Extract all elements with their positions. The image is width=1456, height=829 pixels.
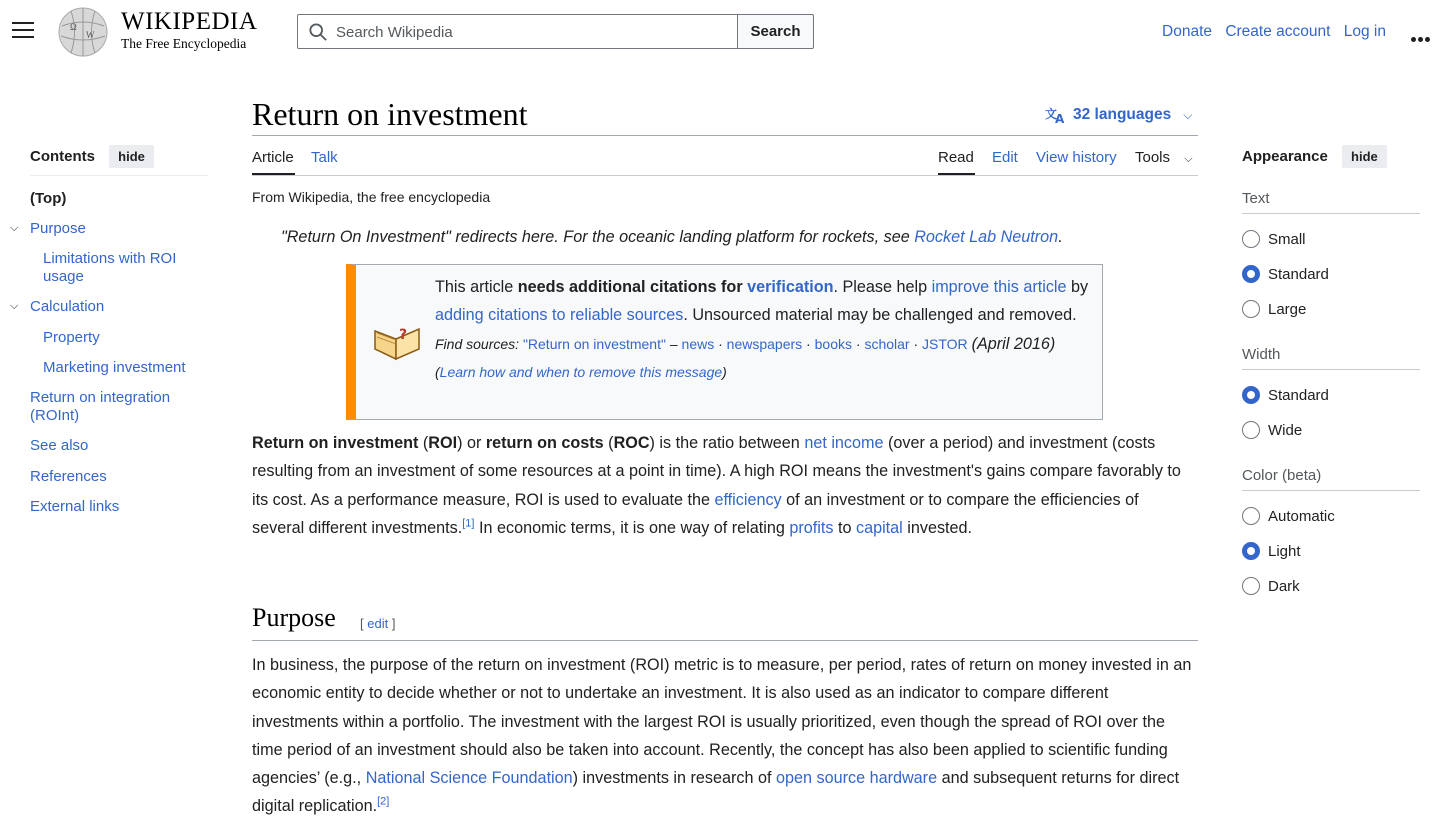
find-books-link[interactable]: books <box>814 335 852 352</box>
net-income-link[interactable]: net income <box>804 434 884 452</box>
nsf-link[interactable]: National Science Foundation <box>365 769 573 788</box>
title-divider <box>252 135 1198 136</box>
wikipedia-wordmark[interactable] <box>121 9 257 52</box>
tab-read[interactable]: Read <box>938 149 974 166</box>
search-input[interactable] <box>297 14 738 49</box>
svg-text:A: A <box>1055 112 1065 124</box>
color-automatic-radio[interactable]: Automatic <box>1242 507 1335 525</box>
wikipedia-globe-logo[interactable] <box>56 6 110 58</box>
purpose-paragraph: In business, the purpose of the return on investment (ROI) metric is to measure, per period, rates of return on money invested in an economic entity to decide whether or not to undertake an investment. It is also used as an indicator to compare different investments within a portfolio. The investment with the largest ROI is usually prioritized, even though the spread of ROI over the time period of an investment should also be taken into account. Recently, the concept has also been applied to scientific funding agencies’ (e.g., National Science Foundation) investments in research of open source hardware and subsequent returns for direct digital replication.[2] <box>252 656 1192 816</box>
appearance-title: Appearance hide <box>1242 148 1387 165</box>
tab-article[interactable]: Article <box>252 149 294 166</box>
hatnote: "Return On Investment" redirects here. For the oceanic landing platform for rockets, see Rocket Lab Neutron. <box>281 228 1063 246</box>
chevron-down-icon[interactable]: ⌵ <box>10 300 19 312</box>
width-standard-radio[interactable]: Standard <box>1242 386 1329 404</box>
verification-link[interactable]: verification <box>747 278 834 296</box>
toc-item-references[interactable]: References <box>30 468 107 485</box>
width-divider <box>1242 369 1420 370</box>
wordmark-title: WIKIPEDIA <box>121 8 258 35</box>
find-scholar-link[interactable]: scholar <box>864 335 910 352</box>
toc-item-calculation[interactable]: Calculation <box>30 298 105 315</box>
more-options-icon[interactable] <box>1411 29 1432 47</box>
page-title: Return on investment <box>252 96 528 132</box>
donate-link[interactable]: Donate <box>1162 23 1213 40</box>
reference-2-link[interactable]: [2] <box>377 796 390 809</box>
find-newspapers-link[interactable]: newspapers <box>726 335 803 352</box>
search-icon <box>309 23 327 41</box>
open-source-hardware-link[interactable]: open source hardware <box>776 769 938 788</box>
learn-remove-line: (Learn how and when to remove this message) <box>435 363 727 380</box>
citation-notice-text: This article needs additional citations for verification. Please help improve this article by adding citations to reliable sources. Unsourced material may be challenged and removed. Find sources: "Return on investment" – news · newspapers · books · scholar · JSTOR (April 2016) (Learn how and when to remove this message) <box>435 273 1105 386</box>
site-tagline: From Wikipedia, the free encyclopedia <box>252 189 491 205</box>
toc-divider <box>30 175 208 176</box>
tab-talk[interactable]: Talk <box>311 149 338 166</box>
find-query-link[interactable]: "Return on investment" <box>522 335 666 352</box>
log-in-link[interactable]: Log in <box>1343 23 1386 40</box>
tabs-divider <box>252 175 1198 176</box>
personal-tools <box>1153 23 1386 41</box>
text-size-label: Text <box>1242 190 1270 207</box>
appearance-hide-button[interactable]: hide <box>1342 145 1387 168</box>
learn-remove-link[interactable]: Learn how and when to remove this message <box>439 363 723 380</box>
toc-item-purpose[interactable]: Purpose <box>30 220 86 237</box>
width-label: Width <box>1242 346 1281 363</box>
efficiency-link[interactable]: efficiency <box>714 490 782 509</box>
section-divider <box>252 640 1198 641</box>
find-news-link[interactable]: news <box>681 335 715 352</box>
toc-item-external-links[interactable]: External links <box>30 498 120 515</box>
section-heading-purpose: Purpose <box>252 603 336 632</box>
toc-item-marketing-investment[interactable]: Marketing investment <box>43 359 186 376</box>
languages-label: 32 languages <box>1073 106 1172 123</box>
capital-link[interactable]: capital <box>855 518 903 537</box>
svg-text:W: W <box>86 30 95 40</box>
color-light-radio[interactable]: Light <box>1242 542 1301 560</box>
toc-item-see-also[interactable]: See also <box>30 437 89 454</box>
create-account-link[interactable]: Create account <box>1225 23 1331 40</box>
text-size-standard-radio[interactable]: Standard <box>1242 265 1329 283</box>
svg-text:?: ? <box>399 327 408 343</box>
color-divider <box>1242 490 1420 491</box>
citation-notice-box <box>346 264 1103 420</box>
wordmark-tagline: The Free Encyclopedia <box>121 36 247 51</box>
improve-article-link[interactable]: improve this article <box>931 278 1067 296</box>
find-jstor-link[interactable]: JSTOR <box>922 335 968 352</box>
toc-item-return-on-integration[interactable]: Return on integration (ROInt) <box>30 389 171 424</box>
profits-link[interactable]: profits <box>789 518 834 537</box>
lead-paragraph: Return on investment (ROI) or return on costs (ROC) is the ratio between net income (over a period) and investment (costs resulting from an investment of some resources at a point in time). A high ROI means the investment's gains compare favorably to its cost. As a performance measure, ROI is used to evaluate the efficiency of an investment or to compare the efficiencies of several different investments.[1] In economic terms, it is one way of relating profits to capital invested. <box>252 434 1181 537</box>
rocket-lab-neutron-link[interactable]: Rocket Lab Neutron <box>914 228 1059 246</box>
chevron-down-icon: ⌵ <box>1184 153 1193 165</box>
adding-citations-link[interactable]: adding citations to reliable sources <box>435 306 684 325</box>
toc-item-property[interactable]: Property <box>43 329 100 346</box>
search-button[interactable]: Search <box>737 14 814 49</box>
toc-hide-button[interactable]: hide <box>109 145 154 168</box>
reference-1-link[interactable]: [1] <box>462 517 475 530</box>
find-sources: Find sources: "Return on investment" – news · newspapers · books · scholar · JSTOR (April 2016) <box>435 334 1056 353</box>
search-placeholder: Search Wikipedia <box>336 24 453 41</box>
svg-text:文: 文 <box>1045 107 1058 121</box>
languages-button[interactable] <box>1045 106 1192 124</box>
tools-label: Tools <box>1135 149 1171 166</box>
notice-date: (April 2016) <box>971 334 1056 353</box>
toc-item-top[interactable]: (Top) <box>30 190 67 207</box>
toc-item-limitations[interactable]: Limitations with ROI usage <box>43 250 177 285</box>
color-dark-radio[interactable]: Dark <box>1242 577 1300 595</box>
color-label: Color (beta) <box>1242 467 1322 484</box>
text-size-small-radio[interactable]: Small <box>1242 230 1306 248</box>
section-edit-link[interactable]: edit <box>367 616 389 631</box>
tab-view-history[interactable]: View history <box>1036 149 1117 166</box>
toc-title: Contents hide <box>30 148 154 165</box>
text-size-large-radio[interactable]: Large <box>1242 300 1306 318</box>
translate-icon <box>1045 106 1067 124</box>
width-wide-radio[interactable]: Wide <box>1242 421 1302 439</box>
tab-edit[interactable]: Edit <box>992 149 1018 166</box>
tab-tools[interactable] <box>1135 149 1193 166</box>
main-menu-icon[interactable] <box>12 22 34 40</box>
text-size-divider <box>1242 213 1420 214</box>
book-question-icon <box>372 317 422 361</box>
chevron-down-icon[interactable]: ⌵ <box>10 222 19 234</box>
section-edit: [ edit ] <box>360 616 396 631</box>
chevron-down-icon: ⌵ <box>1183 107 1193 122</box>
svg-text:Ω: Ω <box>70 22 77 32</box>
